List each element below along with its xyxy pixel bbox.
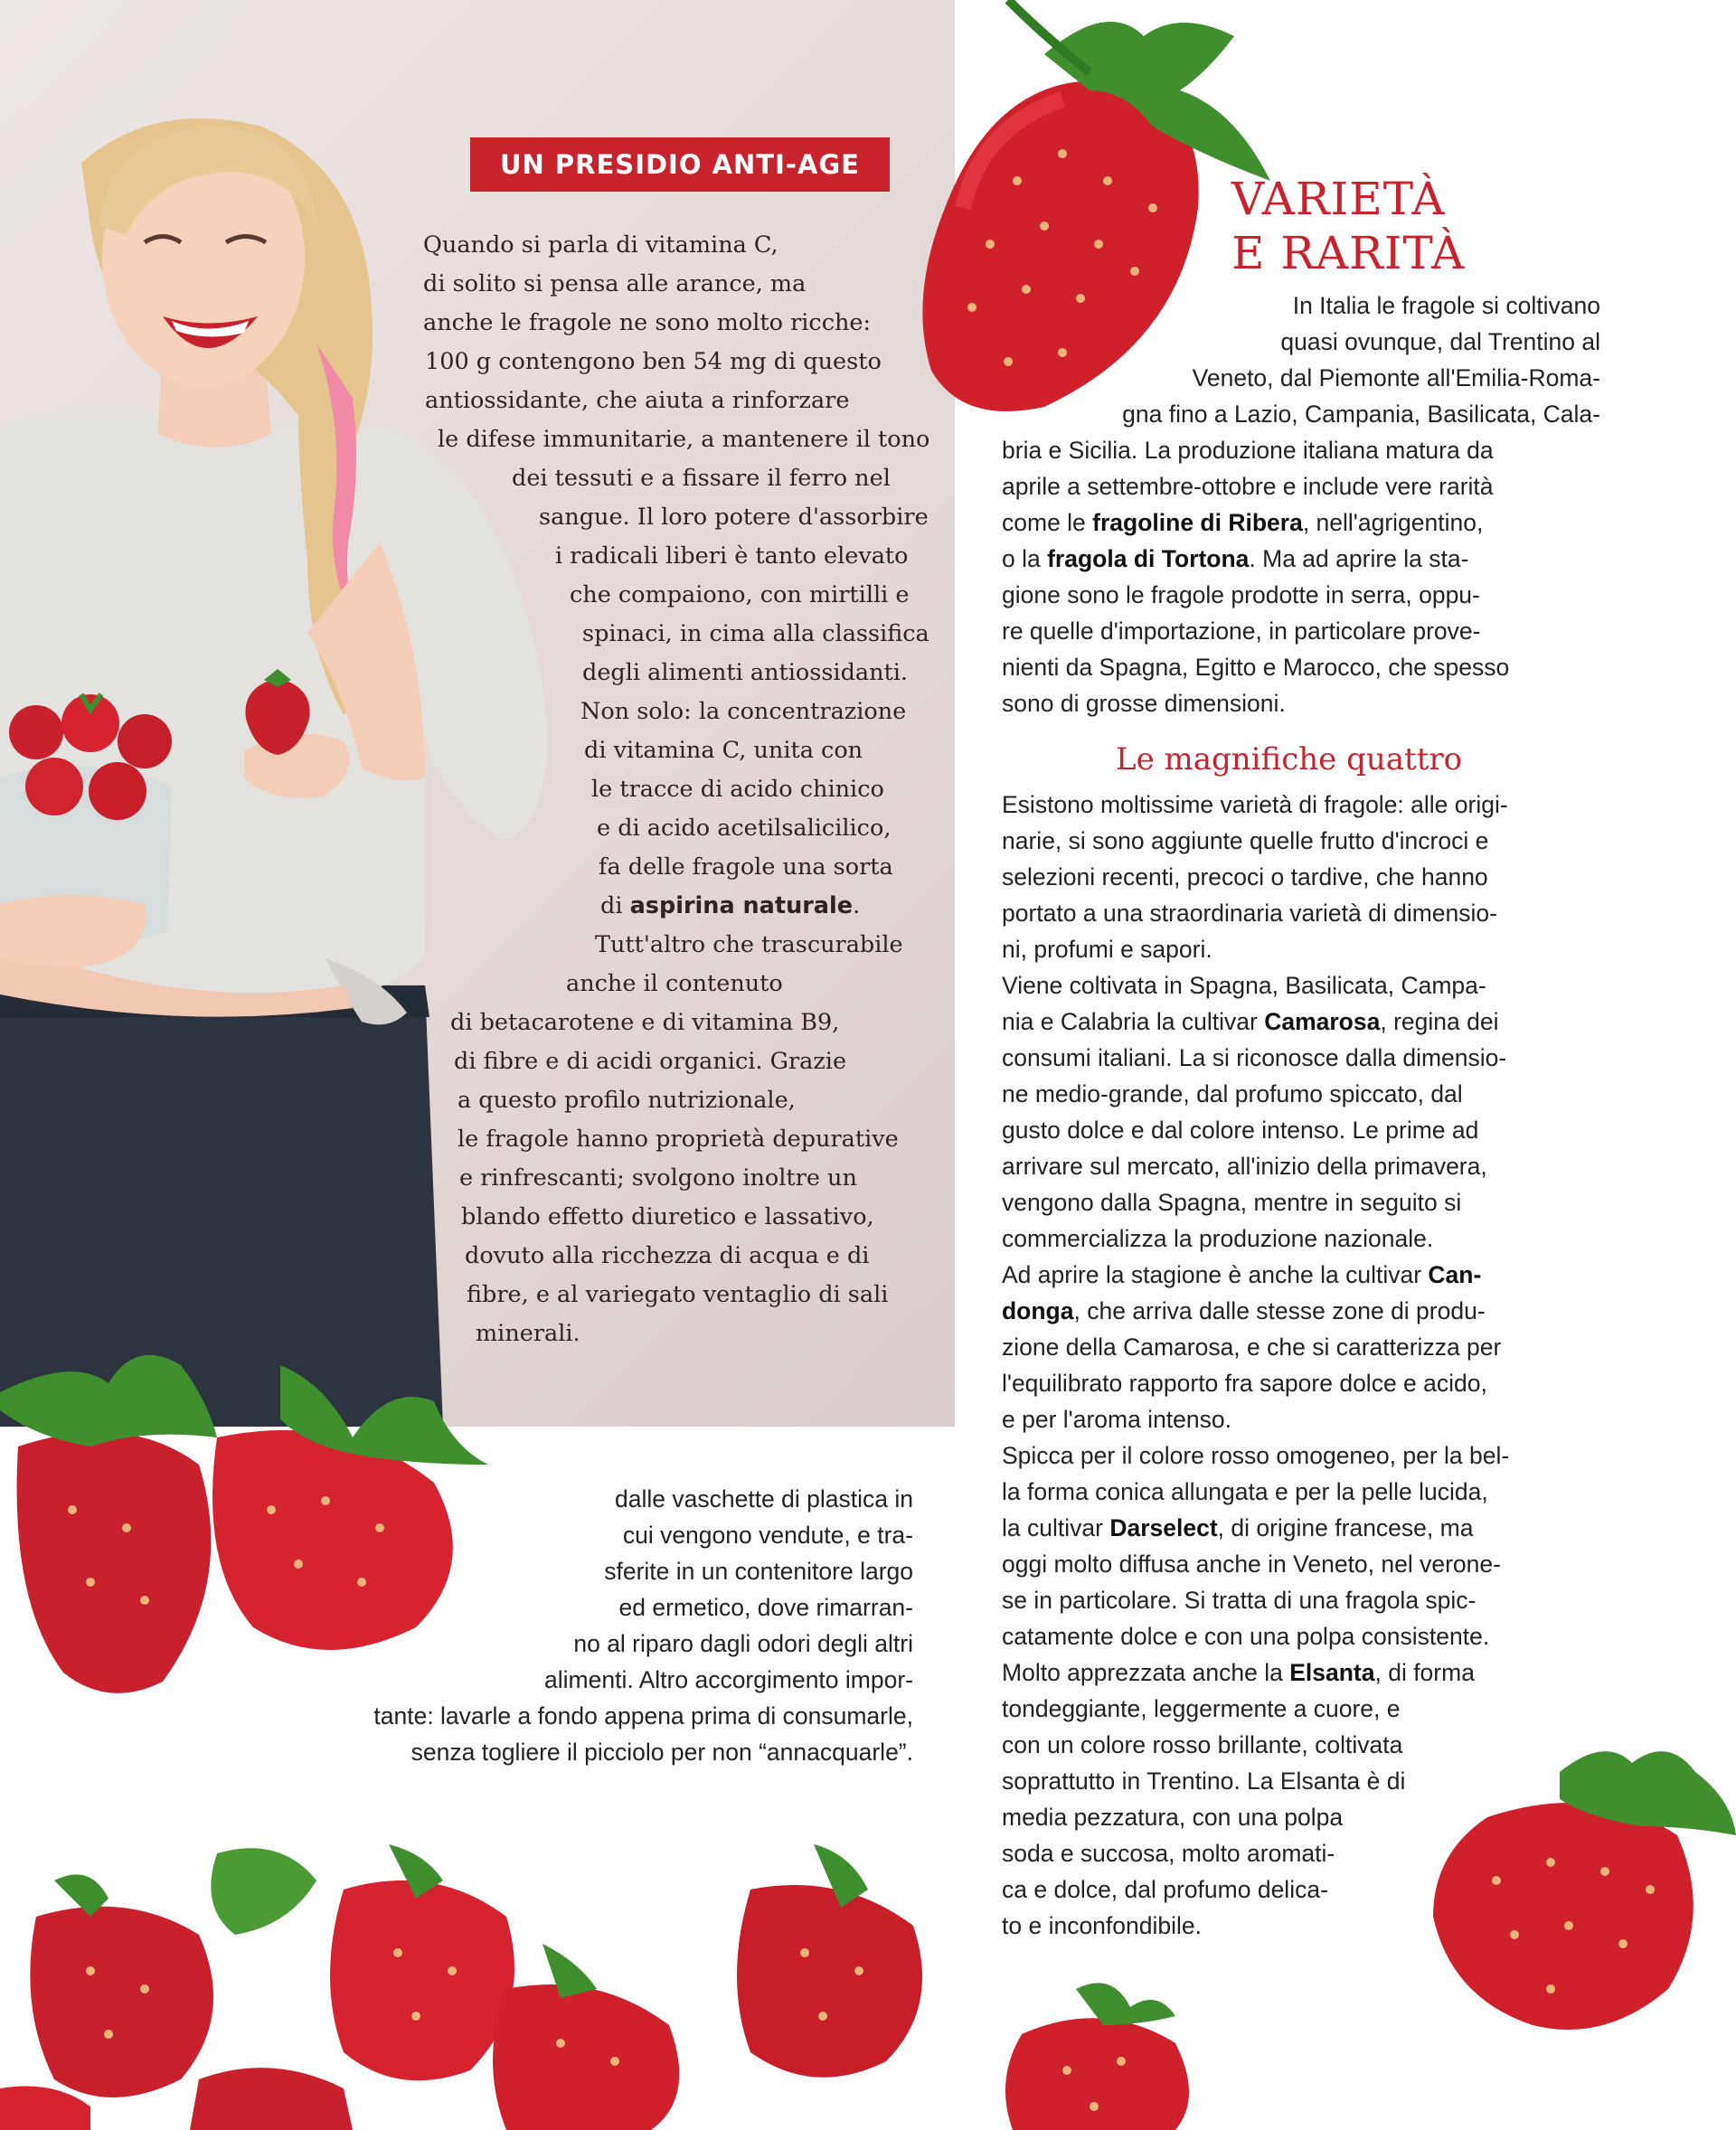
varieties-line: Spicca per il colore rosso omogeneo, per la bel- [1002, 1442, 1510, 1469]
sidebar-line: di fibre e di acidi organici. Grazie [454, 1048, 847, 1075]
continued-line: ed ermetico, dove rimarran- [618, 1594, 913, 1621]
sidebar-line: e rinfrescanti; svolgono inoltre un [459, 1164, 857, 1192]
strawberry-icon [237, 669, 318, 759]
strawberry-pair-icon [0, 1329, 506, 1709]
sidebar-line: antiossidante, che aiuta a rinforzare [425, 387, 850, 414]
sidebar-line: minerali. [476, 1320, 580, 1347]
continued-line: alimenti. Altro accorgimento impor- [544, 1666, 913, 1693]
article-intro [1002, 287, 1600, 721]
sidebar-line: le difese immunitarie, a mantenere il tono [438, 426, 930, 453]
varieties-line: l'equilibrato rapporto fra sapore dolce e acido, [1002, 1370, 1487, 1397]
sidebar-line: di solito si pensa alle arance, ma [423, 270, 807, 297]
intro-line: gna fino a Lazio, Campania, Basilicata, Cala- [1122, 401, 1600, 428]
varieties-line: catamente dolce e con una polpa consistente. [1002, 1623, 1490, 1650]
sidebar-line: di betacarotene e di vitamina B9, [450, 1009, 840, 1036]
sidebar-line: di [600, 892, 623, 919]
continued-line: dalle vaschette di plastica in [615, 1485, 913, 1513]
sidebar-line: blando effetto diuretico e lassativo, [461, 1203, 874, 1230]
intro-line: In Italia le fragole si coltivano [1292, 292, 1600, 319]
varieties-line: zione della Camarosa, e che si caratterizza per [1002, 1334, 1502, 1361]
strawberry-bowl-icon [0, 678, 181, 859]
strawberry-icon [995, 1971, 1212, 2130]
varieties-line: selezioni recenti, precoci o tardive, che hanno [1002, 863, 1488, 891]
continued-line: tante: lavarle a fondo appena prima di consumarle, [373, 1702, 913, 1729]
sidebar-banner-label: UN PRESIDIO ANTI-AGE [500, 149, 860, 180]
varieties-line: , di forma [1374, 1659, 1475, 1686]
intro-fragment: , nell'agrigentino, [1302, 509, 1484, 536]
intro-line-tortona [1002, 541, 1600, 577]
continued-line: no al riparo dagli odori degli altri [573, 1630, 913, 1657]
varieties-line: arrivare sul mercato, all'inizio della primavera, [1002, 1153, 1487, 1180]
varieties-line-elsanta [1002, 1654, 1600, 1691]
sidebar-line: 100 g contengono ben 54 mg di questo [425, 348, 882, 375]
varieties-line: , che arriva dalle stesse zone di produ- [1073, 1297, 1486, 1324]
varieties-line: , di origine francese, ma [1217, 1514, 1474, 1541]
varieties-line: la forma conica allungata e per la pelle lucida, [1002, 1478, 1488, 1505]
varieties-line: se in particolare. Si tratta di una fragola spic- [1002, 1587, 1477, 1614]
varieties-line-camarosa [1002, 1004, 1600, 1040]
darselect: Darselect [1109, 1514, 1218, 1541]
intro-line: come le [1002, 509, 1086, 536]
continued-line: sferite in un contenitore largo [604, 1558, 913, 1585]
sidebar-line: le tracce di acido chinico [591, 776, 884, 803]
sidebar-line-aspirina [600, 887, 860, 926]
sidebar-line: sangue. Il loro potere d'assorbire [539, 504, 929, 531]
varieties-line: soda e succosa, molto aromati- [1002, 1840, 1335, 1867]
sidebar-line: i radicali liberi è tanto elevato [555, 542, 909, 570]
sidebar-line: che compaiono, con mirtilli e [570, 581, 910, 608]
strawberry-row-icon [0, 1826, 976, 2130]
sidebar-line: Non solo: la concentrazione [580, 698, 907, 725]
fragola-tortona: fragola di Tortona [1047, 545, 1250, 572]
varieties-line: oggi molto diffusa anche in Veneto, nel verone- [1002, 1550, 1501, 1578]
sidebar-line: Quando si parla di vitamina C, [423, 231, 778, 259]
continued-line: cui vengono vendute, e tra- [622, 1522, 913, 1549]
varieties-line: Ad aprire la stagione è anche la cultivar [1002, 1261, 1422, 1288]
varieties-line: e per l'aroma intenso. [1002, 1406, 1232, 1433]
varieties-line: to e inconfondibile. [1002, 1912, 1202, 1939]
varieties-line: vengono dalla Spagna, mentre in seguito si [1002, 1189, 1462, 1216]
fragoline-ribera: fragoline di Ribera [1092, 509, 1303, 536]
strawberry-icon [1424, 1736, 1736, 2043]
sidebar-line: dovuto alla ricchezza di acqua e di [465, 1242, 870, 1269]
article-title-line: VARIETÀ [1231, 173, 1446, 225]
varieties-line: la cultivar [1002, 1514, 1103, 1541]
varieties-line: Viene coltivata in Spagna, Basilicata, Campa- [1002, 972, 1486, 999]
varieties-line: media pezzatura, con una polpa [1002, 1804, 1344, 1831]
varieties-line: Esistono moltissime varietà di fragole: alle origi- [1002, 791, 1508, 818]
sidebar-line: e di acido acetilsalicilico, [597, 815, 892, 842]
varieties-line: Molto apprezzata anche la [1002, 1659, 1283, 1686]
article-subtitle: Le magnifiche quattro [1116, 741, 1463, 778]
sidebar-period: . [853, 892, 861, 919]
intro-line: nienti da Spagna, Egitto e Marocco, che spesso [1002, 654, 1510, 681]
varieties-line: ca e dolce, dal profumo delica- [1002, 1876, 1328, 1903]
intro-line-ribera [1002, 504, 1600, 541]
continued-line: senza togliere il picciolo per non “annacquarle”. [410, 1739, 913, 1766]
varieties-line: portato a una straordinaria varietà di dimensio- [1002, 900, 1497, 927]
varieties-line: gusto dolce e dal colore intenso. Le prime ad [1002, 1117, 1479, 1144]
sidebar-line: di vitamina C, unita con [584, 737, 863, 764]
varieties-line: con un colore rosso brillante, coltivata [1002, 1731, 1403, 1758]
varieties-line: soprattutto in Trentino. La Elsanta è di [1002, 1767, 1406, 1795]
aspirina-naturale: aspirina naturale [629, 892, 854, 919]
varieties-line: tondeggiante, leggermente a cuore, e [1002, 1695, 1401, 1722]
intro-line: bria e Sicilia. La produzione italiana matura da [1002, 437, 1494, 464]
intro-fragment: . Ma ad aprire la sta- [1249, 545, 1469, 572]
varieties-line: ne medio-grande, dal profumo spiccato, dal [1002, 1080, 1463, 1107]
sidebar-line: spinaci, in cima alla classifica [582, 620, 929, 647]
sidebar-line: le fragole hanno proprietà depurative [458, 1126, 899, 1153]
sidebar-line: fibre, e al variegato ventaglio di sali [467, 1281, 889, 1308]
varieties-line-candonga [1002, 1257, 1600, 1293]
intro-line: Veneto, dal Piemonte all'Emilia-Roma- [1192, 364, 1600, 391]
sidebar-line: a questo profilo nutrizionale, [458, 1087, 796, 1114]
candonga: donga [1002, 1297, 1074, 1324]
sidebar-line: anche le fragole ne sono molto ricche: [423, 309, 872, 336]
sidebar-line: dei tessuti e a fissare il ferro nel [512, 465, 891, 492]
varieties-line-darselect [1002, 1510, 1600, 1546]
sidebar-line: degli alimenti antiossidanti. [582, 659, 909, 686]
article-title-line: E RARITÀ [1231, 227, 1466, 279]
article-title [1231, 172, 1465, 280]
varieties-line: nia e Calabria la cultivar [1002, 1008, 1258, 1035]
elsanta: Elsanta [1289, 1659, 1375, 1686]
intro-line: gione sono le fragole prodotte in serra, oppu- [1002, 581, 1480, 608]
intro-line: sono di grosse dimensioni. [1002, 690, 1286, 717]
sidebar-line: fa delle fragole una sorta [599, 853, 893, 881]
sidebar-line: Tutt'altro che trascurabile [595, 931, 903, 958]
varieties-line-candonga-2 [1002, 1293, 1600, 1329]
varieties-line: narie, si sono aggiunte quelle frutto d'incroci e [1002, 827, 1489, 854]
varieties-fragment: , regina dei [1380, 1008, 1499, 1035]
varieties-line: ni, profumi e sapori. [1002, 936, 1212, 963]
candonga: Can- [1428, 1261, 1482, 1288]
intro-line: quasi ovunque, dal Trentino al [1280, 328, 1600, 355]
intro-line: o la [1002, 545, 1041, 572]
intro-line: re quelle d'importazione, in particolare prove- [1002, 617, 1481, 645]
intro-line: aprile a settembre-ottobre e include vere rarità [1002, 473, 1494, 500]
sidebar-banner [470, 137, 890, 192]
varieties-line: commercializza la produzione nazionale. [1002, 1225, 1434, 1252]
camarosa: Camarosa [1264, 1008, 1381, 1035]
varieties-line: consumi italiani. La si riconosce dalla dimensio- [1002, 1044, 1507, 1071]
sidebar-line: anche il contenuto [566, 970, 783, 997]
